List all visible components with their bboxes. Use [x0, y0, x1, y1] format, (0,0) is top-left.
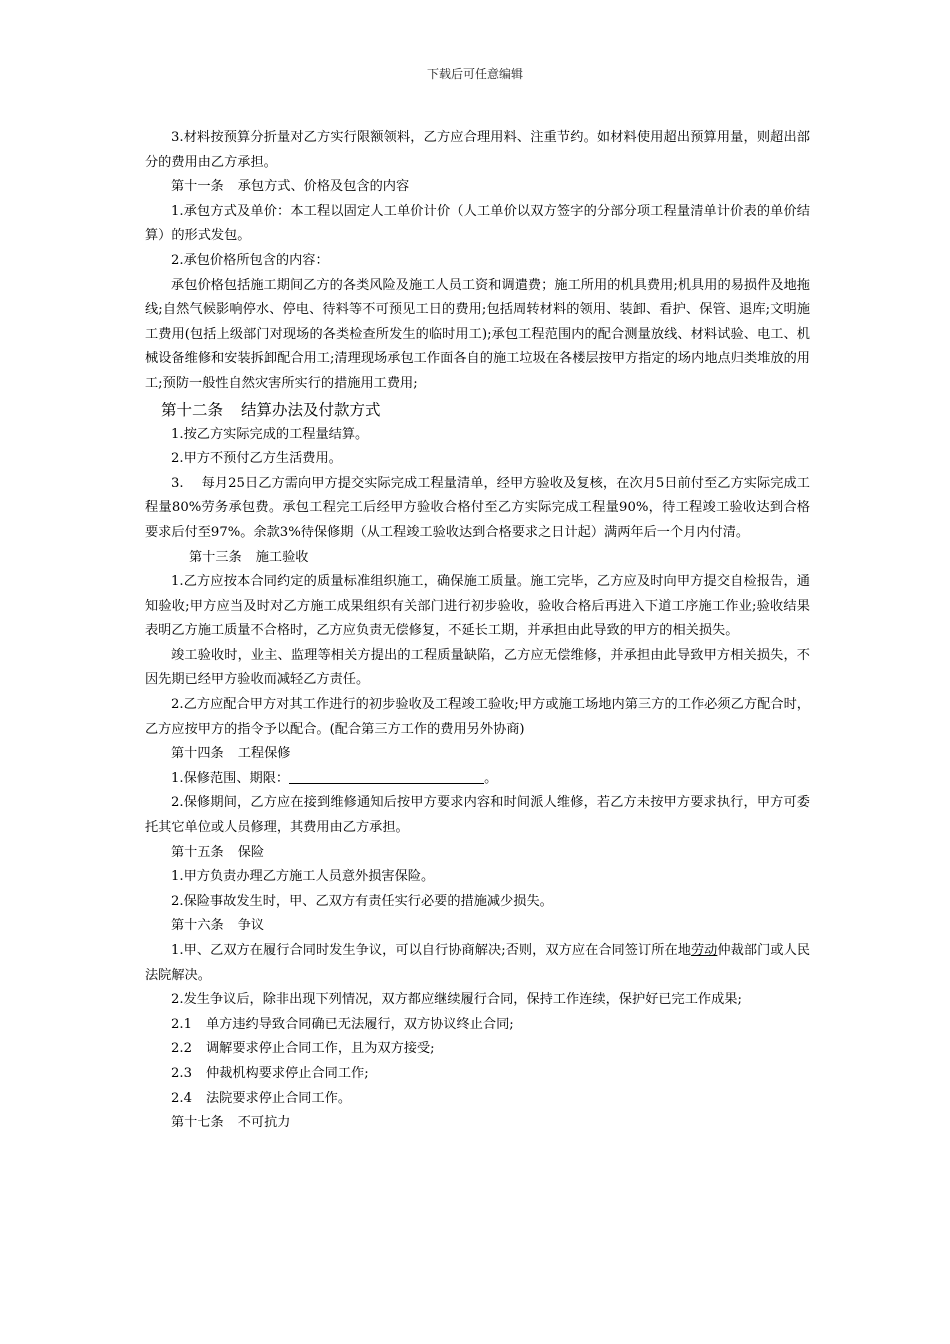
- article-title: 不可抗力: [237, 1115, 291, 1131]
- paragraph-12-3: [145, 472, 810, 546]
- paragraph-15-1: 1.甲方负责办理乙方施工人员意外损害保险。: [171, 869, 435, 885]
- article-title: 承包方式、价格及包含的内容: [237, 179, 410, 195]
- item-text: 1.甲、乙双方在履行合同时发生争议，可以自行协商解决;否则，双方应在合同签订所在地: [171, 943, 691, 958]
- article-12-heading: [145, 397, 810, 423]
- paragraph-14-2: 2.保修期间，乙方应在接到维修通知后按甲方要求内容和时间派人维修，若乙方未按甲方要求执行，甲方可委托其它单位或人员修理，其费用由乙方承担。: [145, 795, 810, 836]
- item-text: 法院要求停止合同工作。: [205, 1090, 352, 1106]
- paragraph-16-2-4: [145, 1087, 810, 1112]
- article-17-heading: [145, 1111, 810, 1136]
- paragraph-13-2: 竣工验收时，业主、监理等相关方提出的工程质量缺陷，乙方应无偿维修，并承担由此导致甲方相关损失，不因先期已经甲方验收而减轻乙方责任。: [145, 647, 810, 688]
- article-title: 结算办法及付款方式: [241, 400, 381, 419]
- item-text: 单方违约导致合同确已无法履行，双方协议终止合同;: [205, 1016, 514, 1032]
- article-number: 第十七条: [171, 1115, 224, 1131]
- article-15-heading: [145, 841, 810, 866]
- article-16-heading: [145, 914, 810, 939]
- paragraph-11-3: 承包价格包括施工期间乙方的各类风险及施工人员工资和调遣费；施工所用的机具费用;机具用的易损件及地拖线;自然气候影响停水、停电、待料等不可预见工日的费用;包括周转材料的领用、装卸、看护、保管、退库;文明施工费用(包括上级部门对现场的各类检查所发生的临时用工);承包工程范围内的配合测量放线、材料试验、电工、机械设备维修和安装拆卸配合用工;清理现场承包工作面各自的施工垃圾在各楼层按甲方指定的场内地点归类堆放的用工;预防一般性自然灾害所实行的措施用工费用;: [145, 277, 810, 391]
- article-number: 第十五条: [171, 844, 224, 860]
- paragraph-11-2: 2.承包价格所包含的内容：: [171, 252, 329, 268]
- article-number: 第十二条: [161, 400, 224, 419]
- paragraph-15-2: 2.保险事故发生时，甲、乙双方有责任实行必要的措施减少损失。: [171, 893, 553, 909]
- article-title: 施工验收: [255, 549, 309, 565]
- paragraph-12-2: 2.甲方不预付乙方生活费用。: [171, 451, 342, 467]
- paragraph-16-2-3: [145, 1062, 810, 1087]
- item-text: 仲裁机构要求停止合同工作;: [205, 1065, 369, 1081]
- paragraph-16-2-2: [145, 1037, 810, 1062]
- item-text-suffix: 。: [484, 770, 498, 786]
- item-text-continued: 仲裁部门或人民法院解决。: [145, 943, 811, 983]
- article-title: 争议: [237, 918, 265, 934]
- item-number: 2.1: [171, 1016, 192, 1032]
- page-header: 下载后可任意编辑: [426, 67, 523, 81]
- item-number: 2.2: [171, 1041, 192, 1057]
- underlined-term: 劳动: [690, 943, 718, 958]
- article-13-heading: [145, 546, 810, 571]
- article-title: 工程保修: [237, 746, 291, 762]
- article-title: 保险: [237, 844, 265, 860]
- paragraph-16-1: [145, 939, 810, 988]
- article-number: 第十三条: [189, 549, 242, 565]
- paragraph-16-2: 2.发生争议后，除非出现下列情况，双方都应继续履行合同，保持工作连续，保护好已完工作成果;: [171, 992, 742, 1008]
- paragraph-12-1: 1.按乙方实际完成的工程量结算。: [171, 426, 369, 442]
- item-text: 调解要求停止合同工作，且为双方接受;: [205, 1041, 435, 1057]
- item-number: 2.4: [171, 1090, 192, 1106]
- article-14-heading: [145, 742, 810, 767]
- paragraph-13-1: 1.乙方应按本合同约定的质量标准组织施工，确保施工质量。施工完毕，乙方应及时向甲方提交自检报告，通知验收;甲方应当及时对乙方施工成果组织有关部门进行初步验收，验收合格后再进入下道工序施工作业;验收结果表明乙方施工质量不合格时，乙方应负责无偿修复，不延长工期，并承担由此导致的甲方的相关损失。: [145, 574, 810, 639]
- article-number: 第十六条: [171, 918, 224, 934]
- paragraph-14-1: [145, 767, 810, 792]
- article-number: 第十一条: [171, 179, 224, 195]
- paragraph-16-2-1: [145, 1013, 810, 1038]
- paragraph-material-quota: 3.材料按预算分折量对乙方实行限额领料，乙方应合理用料、注重节约。如材料使用超出预算用量，则超出部分的费用由乙方承担。: [145, 130, 810, 170]
- item-number: 2.3: [171, 1065, 192, 1081]
- article-number: 第十四条: [171, 746, 224, 762]
- document-body: [145, 126, 810, 1136]
- item-number: 3.: [171, 475, 184, 491]
- fill-in-blank: [289, 769, 484, 784]
- paragraph-11-1: 1.承包方式及单价：本工程以固定人工单价计价（人工单价以双方签字的分部分项工程量清单计价表的单价结算）的形式发包。: [145, 203, 810, 244]
- paragraph-13-3: 2.乙方应配合甲方对其工作进行的初步验收及工程竣工验收;甲方或施工场地内第三方的工作必须乙方配合时，乙方应按甲方的指令予以配合。(配合第三方工作的费用另外协商): [145, 697, 810, 737]
- article-11-heading: [145, 175, 810, 200]
- item-text: 每月25日乙方需向甲方提交实际完成工程量清单，经甲方验收及复核，在次月5日前付至乙方实际完成工程量80%劳务承包费。承包工程完工后经甲方验收合格付至乙方实际完成工程量90%，待工程竣工验收达到合格要求后付至97%。余款3%待保修期（从工程竣工验收达到合格要求之日计起）满两年后一个月内付清。: [145, 475, 810, 540]
- item-text: 1.保修范围、期限：: [171, 770, 290, 786]
